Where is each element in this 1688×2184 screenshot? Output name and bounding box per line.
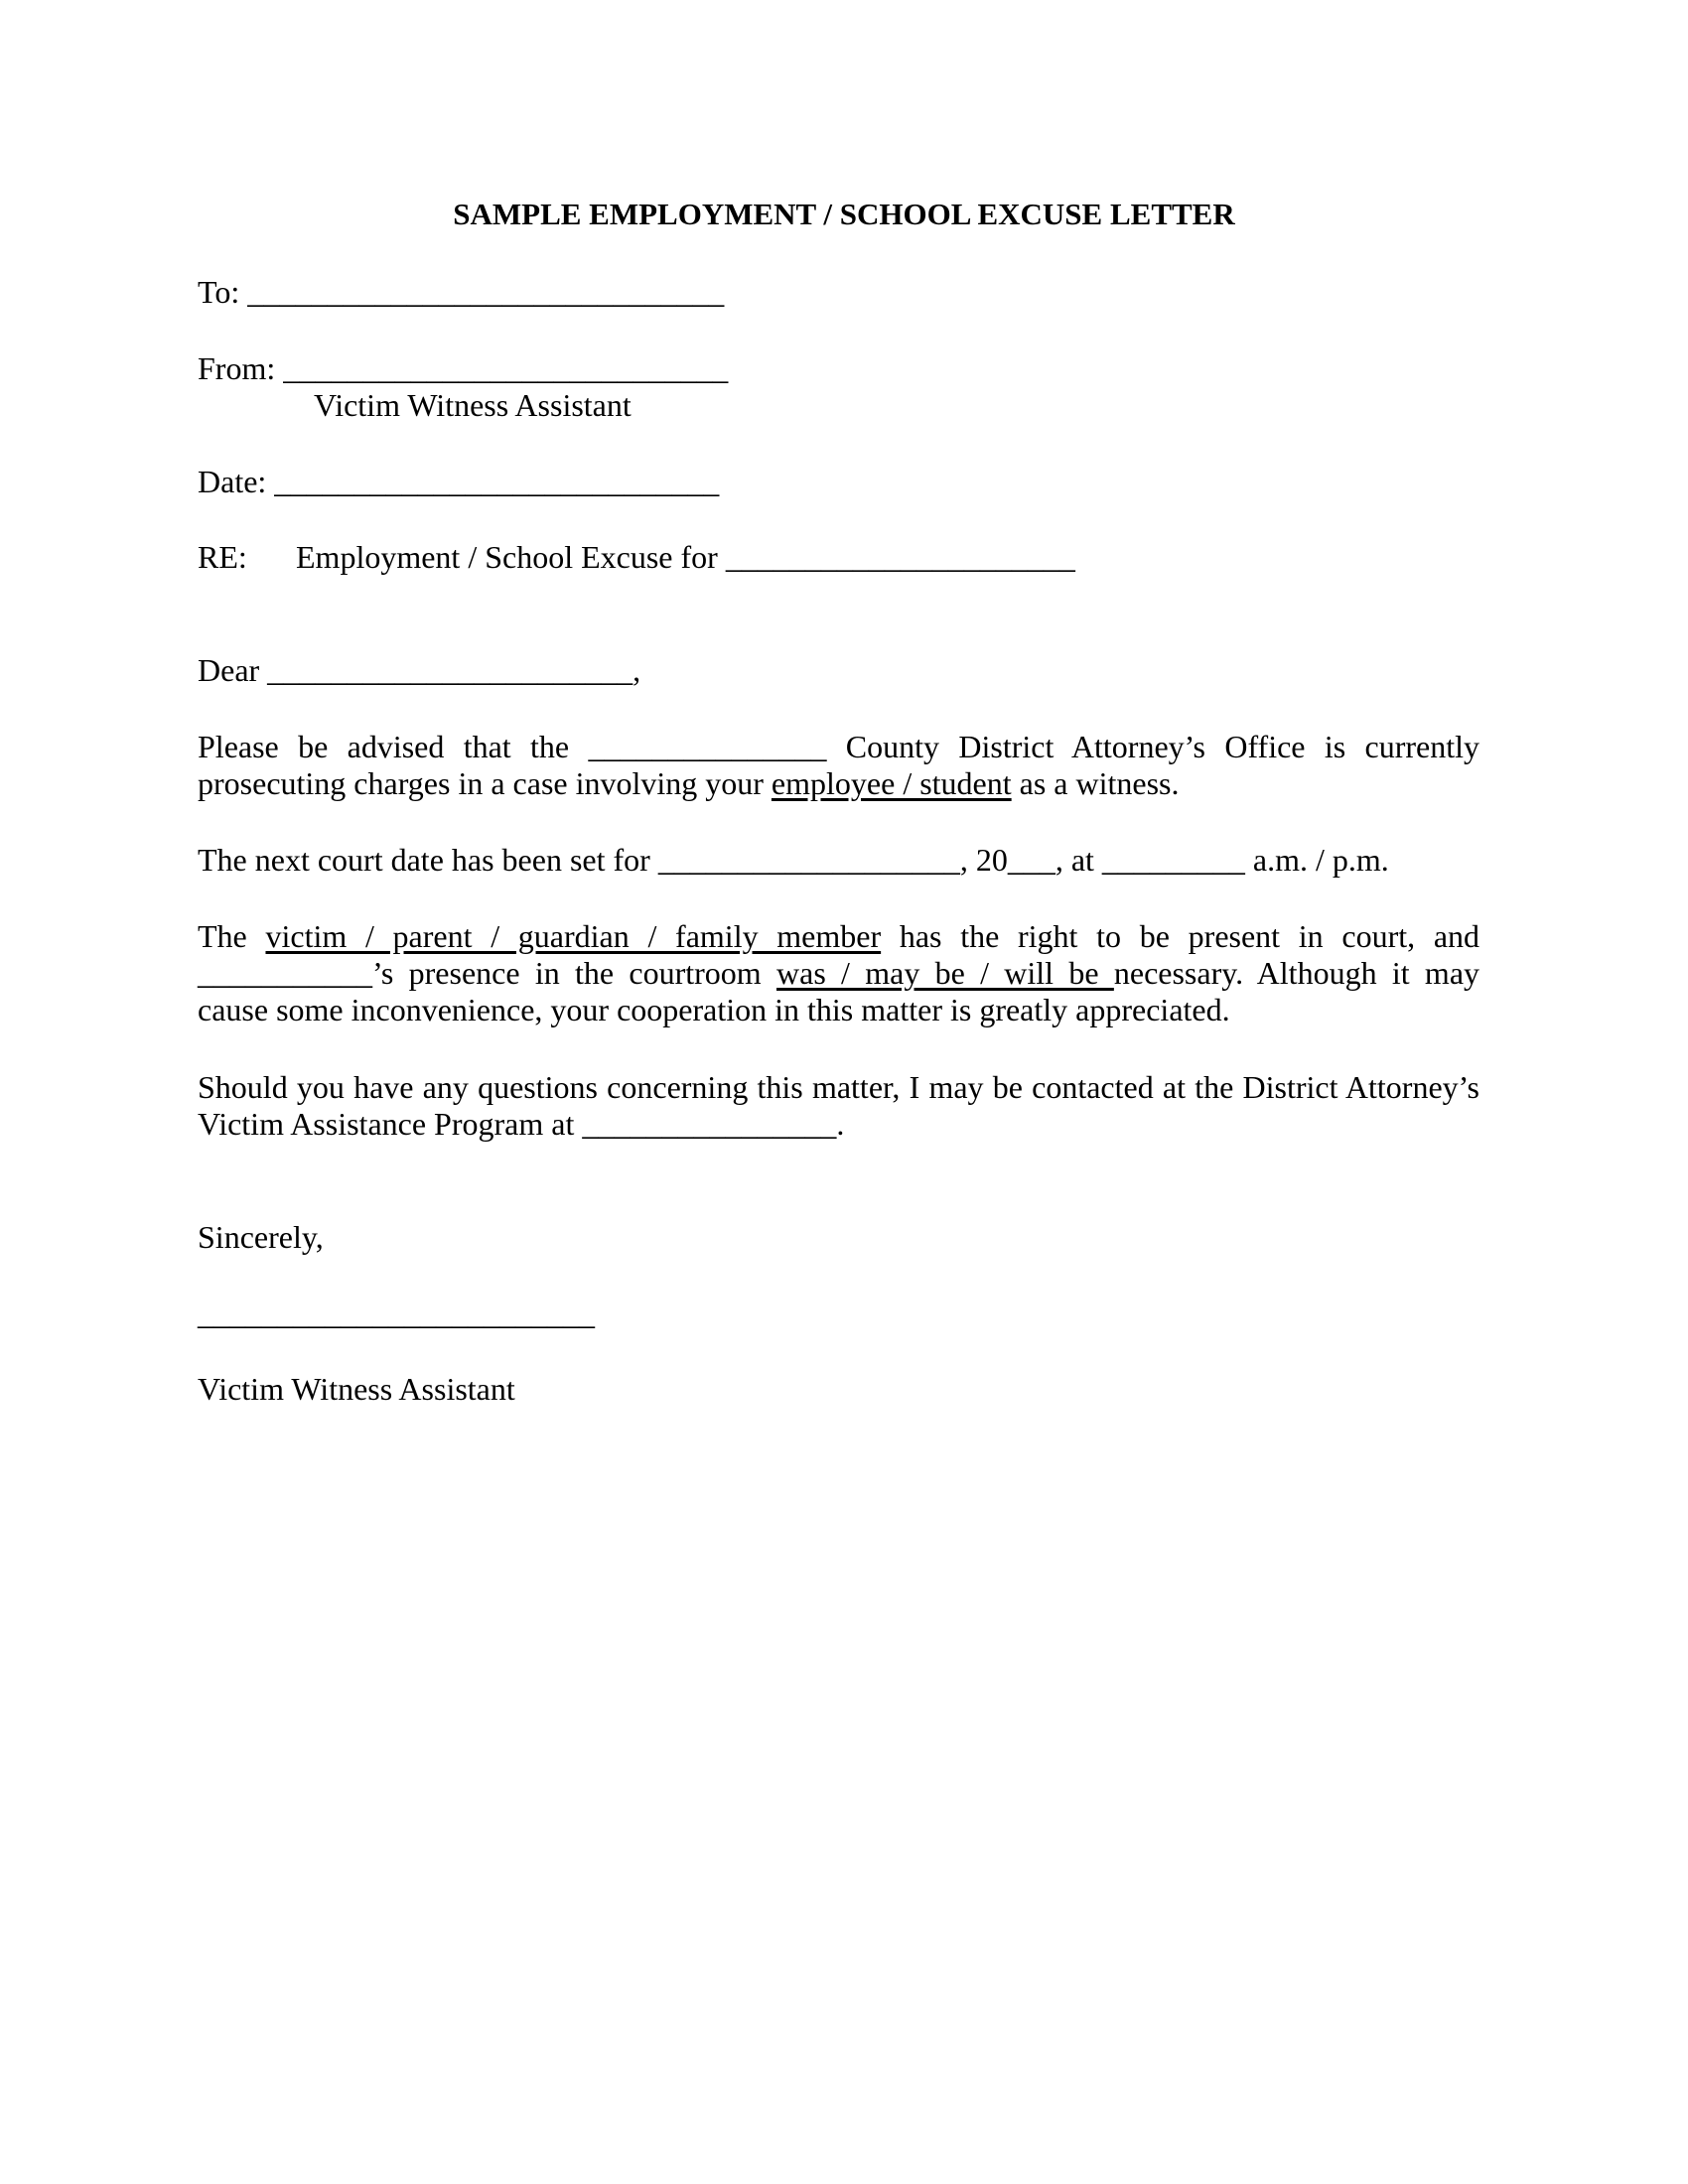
- paragraph-3-presence: ___________’s presence in the courtroom: [198, 955, 776, 991]
- paragraph-3-line-2: [198, 954, 1479, 992]
- paragraph-1-text-end: as a witness.: [1011, 765, 1180, 801]
- relation-options: victim / parent / guardian / family member: [265, 918, 882, 954]
- paragraph-4-line-2: Victim Assistance Program at ________________.: [198, 1106, 845, 1142]
- paragraph-1-text: prosecuting charges in a case involving your: [198, 765, 772, 801]
- paragraph-3-line-3: cause some inconvenience, your cooperation in this matter is greatly appreciated.: [198, 992, 1230, 1027]
- paragraph-2-court-date: The next court date has been set for ___________________, 20___, at _________ a.m. / p.m.: [198, 842, 1389, 878]
- re-text: Employment / School Excuse for ______________________: [296, 539, 1075, 575]
- re-label: RE:: [198, 539, 247, 575]
- employee-student-option: employee / student: [771, 765, 1012, 801]
- paragraph-3-line-1: [198, 917, 1479, 955]
- necessity-options: was / may be / will be: [776, 955, 1114, 991]
- paragraph-4-line-1: Should you have any questions concerning this matter, I may be contacted at the District Attorney’s: [198, 1069, 1479, 1105]
- signature-line: _________________________: [198, 1296, 595, 1331]
- to-line: To: ______________________________: [198, 274, 725, 310]
- paragraph-3-necessary: necessary. Although it may: [1113, 955, 1480, 991]
- date-line: Date: ____________________________: [198, 464, 720, 499]
- from-line: From: ____________________________: [198, 350, 729, 386]
- salutation: Dear _______________________,: [198, 652, 641, 688]
- paragraph-1-line-2: [198, 764, 1479, 802]
- closing: Sincerely,: [198, 1219, 324, 1255]
- document-title: SAMPLE EMPLOYMENT / SCHOOL EXCUSE LETTER: [453, 197, 1235, 231]
- paragraph-1-line-1: Please be advised that the _______________ County District Attorney’s Office is currently: [198, 729, 1479, 764]
- from-role: Victim Witness Assistant: [314, 387, 632, 423]
- paragraph-3-text-mid: has the right to be present in court, and: [881, 918, 1480, 954]
- signature-role: Victim Witness Assistant: [198, 1371, 515, 1407]
- paragraph-3-text: The: [198, 918, 266, 954]
